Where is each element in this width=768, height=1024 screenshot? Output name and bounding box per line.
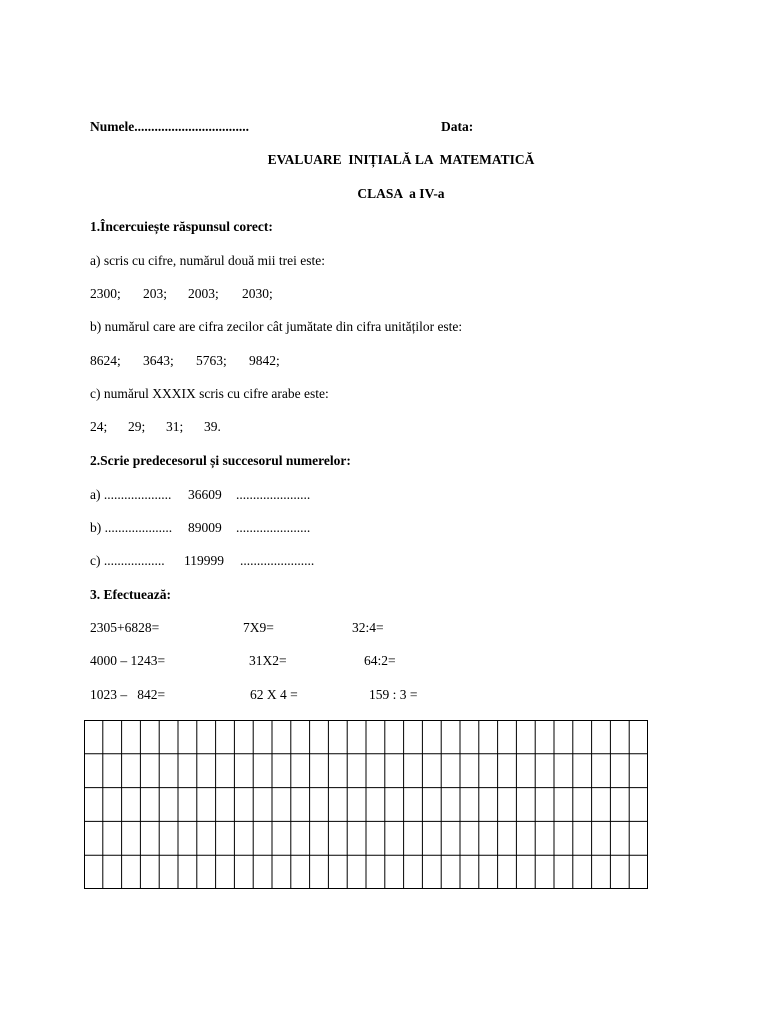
class-label: CLASA a IV-a [357, 186, 445, 201]
exercise-2c-number: 119999 [184, 553, 224, 568]
exercise-3-operation: 64:2= [364, 653, 396, 668]
exercise-3-operation: 159 : 3 = [369, 687, 418, 702]
exercise-3-operation: 4000 – 1243= [90, 653, 166, 668]
answer-grid [84, 720, 648, 889]
exercise-2-heading: 2.Scrie predecesorul și succesorul numerelor: [90, 453, 351, 468]
exercise-1b-question: b) numărul care are cifra zecilor cât jumătate din cifra unităților este: [90, 319, 463, 334]
exercise-1b-answer: 5763; [196, 353, 227, 368]
answer-grid-lines [84, 720, 648, 889]
exercise-1-heading: 1.Încercuiește răspunsul corect: [90, 219, 273, 234]
exercise-1b-answer: 9842; [249, 353, 280, 368]
exercise-1b-answer: 8624; [90, 353, 121, 368]
exercise-2b-number: 89009 [188, 520, 222, 535]
exercise-1a-answer: 2030; [242, 286, 273, 301]
date-field-label: Data: [441, 119, 474, 134]
exercise-2b-successor: ...................... [236, 520, 311, 535]
exercise-1a-question: a) scris cu cifre, numărul două mii trei este: [90, 253, 326, 268]
exercise-3-operation: 62 X 4 = [250, 687, 298, 702]
page-title: EVALUARE INIȚIALĂ LA MATEMATICĂ [267, 152, 535, 167]
exercise-2a-number: 36609 [188, 487, 222, 502]
exercise-2c-predecessor: c) .................. [90, 553, 165, 568]
exercise-1c-answer: 31; [166, 419, 184, 434]
name-field-label: Numele.................................. [90, 119, 249, 134]
exercise-1a-answer: 203; [143, 286, 168, 301]
exercise-1a-answer: 2003; [188, 286, 219, 301]
exercise-1c-answer: 29; [128, 419, 146, 434]
exercise-1b-answer: 3643; [143, 353, 174, 368]
exercise-2a-successor: ...................... [236, 487, 311, 502]
exercise-3-operation: 1023 – 842= [90, 687, 166, 702]
exercise-3-operation: 31X2= [249, 653, 287, 668]
exercise-1c-answer: 24; [90, 419, 108, 434]
exercise-3-heading: 3. Efectuează: [90, 587, 171, 602]
exercise-1a-answer: 2300; [90, 286, 121, 301]
exercise-3-operation: 32:4= [352, 620, 384, 635]
exercise-1c-answer: 39. [204, 419, 221, 434]
exercise-2b-predecessor: b) .................... [90, 520, 173, 535]
exercise-3-operation: 2305+6828= [90, 620, 160, 635]
exercise-2a-predecessor: a) .................... [90, 487, 172, 502]
exercise-2c-successor: ...................... [240, 553, 315, 568]
exercise-1c-question: c) numărul XXXIX scris cu cifre arabe este: [90, 386, 329, 401]
exercise-3-operation: 7X9= [243, 620, 274, 635]
